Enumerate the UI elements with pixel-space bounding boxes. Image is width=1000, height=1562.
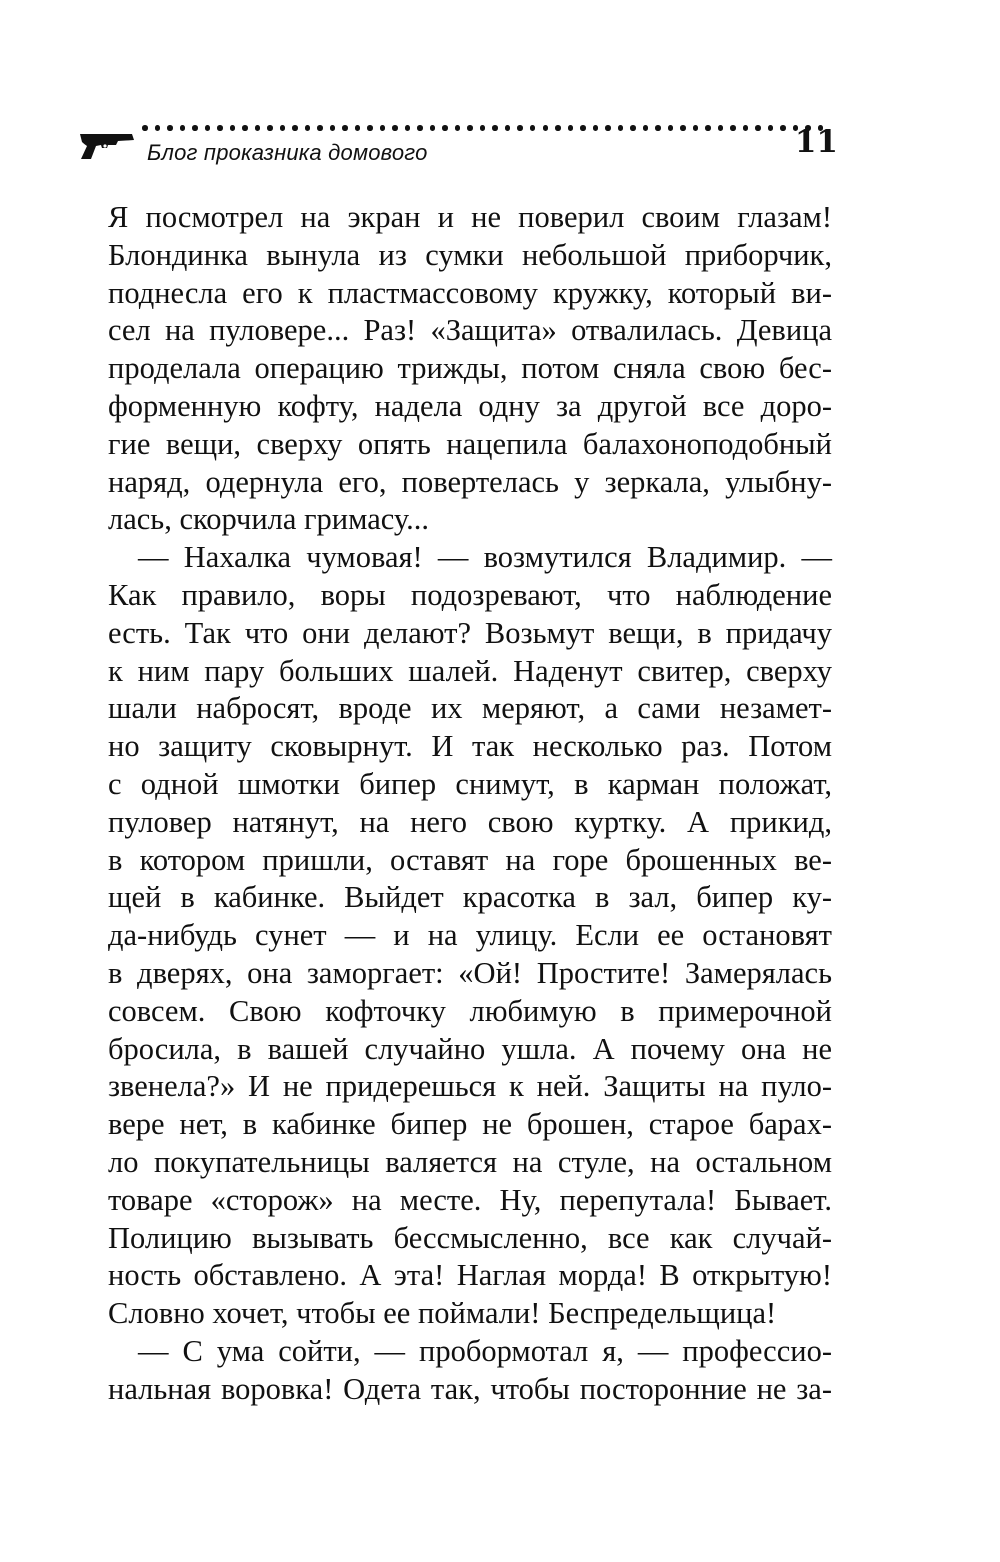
text-line: Словно хочет, чтобы ее поймали! Беспредельщица!: [108, 1296, 777, 1331]
leader-dot: [730, 125, 736, 131]
leader-dot: [217, 125, 223, 131]
leader-dot: [668, 125, 674, 131]
text-line: нальная воровка! Одета так, чтобы посторонние не за-: [108, 1371, 832, 1406]
leader-dot: [467, 125, 473, 131]
leader-dot: [242, 125, 248, 131]
leader-dot: [705, 125, 711, 131]
body-text: [108, 199, 832, 1409]
leader-dot: [455, 125, 461, 131]
leader-dot: [480, 125, 486, 131]
leader-dot: [367, 125, 373, 131]
text-line: есть. Так что они делают? Возьмут вещи, в придачу: [108, 615, 832, 650]
text-line: но защиту сковырнут. И так несколько раз. Потом: [108, 729, 832, 764]
text-line: Я посмотрел на экран и не поверил своим глазам!: [108, 200, 832, 234]
leader-dot: [317, 125, 323, 131]
leader-dot: [743, 125, 749, 131]
text-line: пуловер натянут, на него свою куртку. А прикид,: [108, 804, 832, 839]
leader-dot: [280, 125, 286, 131]
leader-dot: [693, 125, 699, 131]
leader-dot: [555, 125, 561, 131]
leader-dot: [430, 125, 436, 131]
leader-dot: [167, 125, 173, 131]
leader-dot: [155, 125, 161, 131]
leader-dot: [643, 125, 649, 131]
leader-dot: [517, 125, 523, 131]
text-line: сел на пуловере... Раз! «Защита» отвалилась. Девица: [108, 313, 832, 348]
leader-dot: [417, 125, 423, 131]
leader-dot: [568, 125, 574, 131]
leader-dot: [530, 125, 536, 131]
text-line: товаре «сторож» на месте. Ну, перепутала! Бывает.: [108, 1182, 832, 1217]
leader-dot: [442, 125, 448, 131]
text-line: — Нахалка чумовая! — возмутился Владимир. —: [138, 540, 832, 575]
leader-dot: [205, 125, 211, 131]
text-line: щей в кабинке. Выйдет красотка в зал, бипер ку-: [108, 880, 832, 915]
text-line: ло покупательницы валяется на стуле, на остальном: [108, 1144, 832, 1179]
text-line: наряд, одернула его, повертелась у зеркала, улыбну-: [108, 464, 832, 499]
leader-dot: [492, 125, 498, 131]
text-line: лась, скорчила гримасу...: [108, 502, 429, 537]
leader-dot: [355, 125, 361, 131]
text-line: — С ума сойти, — пробормотал я, — профессио-: [138, 1333, 832, 1368]
leader-dot: [593, 125, 599, 131]
leader-dot: [267, 125, 273, 131]
leader-dot: [543, 125, 549, 131]
text-line: к ним пару больших шалей. Наденут свитер, сверху: [108, 653, 832, 688]
text-line: звенела?» И не придерешься к ней. Защиты на пуло-: [108, 1069, 832, 1104]
leader-dot: [780, 125, 786, 131]
leader-dot: [618, 125, 624, 131]
text-line: Полицию вызывать бессмысленно, все как случай-: [108, 1220, 832, 1255]
leader-dot: [655, 125, 661, 131]
text-line: ность обставлено. А эта! Наглая морда! В открытую!: [108, 1258, 832, 1293]
leader-dot: [180, 125, 186, 131]
leader-dot: [718, 125, 724, 131]
text-line: шали набросят, вроде их меряют, а сами незамет-: [108, 691, 832, 726]
text-line: совсем. Свою кофточку любимую в примерочной: [108, 993, 832, 1028]
leader-dot: [255, 125, 261, 131]
leader-dot: [605, 125, 611, 131]
text-line: с одной шмотки бипер снимут, в карман положат,: [108, 766, 832, 801]
text-line: да-нибудь сунет — и на улицу. Если ее остановят: [108, 918, 832, 953]
leader-dot: [342, 125, 348, 131]
leader-dot: [142, 125, 148, 131]
leader-dot: [305, 125, 311, 131]
text-line: поднесла его к пластмассовому кружку, который ви-: [108, 275, 832, 310]
text-line: в котором пришли, оставят на горе брошенных ве-: [108, 842, 832, 877]
leader-dot: [630, 125, 636, 131]
text-line: Как правило, воры подозревают, что наблюдение: [108, 577, 832, 612]
leader-dot: [192, 125, 198, 131]
leader-dot: [755, 125, 761, 131]
leader-dot: [680, 125, 686, 131]
text-line: в дверях, она заморгает: «Ой! Простите! Замерялась: [108, 955, 832, 990]
text-line: проделала операцию трижды, потом сняла свою бес-: [108, 351, 832, 386]
leader-dot: [392, 125, 398, 131]
text-line: форменную кофту, надела одну за другой все доро-: [108, 388, 832, 423]
text-line: бросила, в вашей случайно ушла. А почему она не: [108, 1031, 832, 1066]
text-line: Блондинка вынула из сумки небольшой приборчик,: [108, 237, 832, 272]
leader-dot: [330, 125, 336, 131]
text-line: гие вещи, сверху опять нацепила балахоноподобный: [108, 426, 832, 461]
leader-dot: [768, 125, 774, 131]
leader-dot: [292, 125, 298, 131]
leader-dot: [405, 125, 411, 131]
page-number: 11: [794, 124, 838, 160]
revolver-icon: [78, 130, 136, 160]
leader-dot: [230, 125, 236, 131]
dotted-leader: [142, 124, 824, 132]
leader-dot: [580, 125, 586, 131]
running-title: Блог проказника домового: [147, 140, 428, 165]
leader-dot: [505, 125, 511, 131]
text-line: вере нет, в кабинке бипер не брошен, старое барах-: [108, 1107, 832, 1142]
running-header: [78, 122, 838, 172]
leader-dot: [380, 125, 386, 131]
